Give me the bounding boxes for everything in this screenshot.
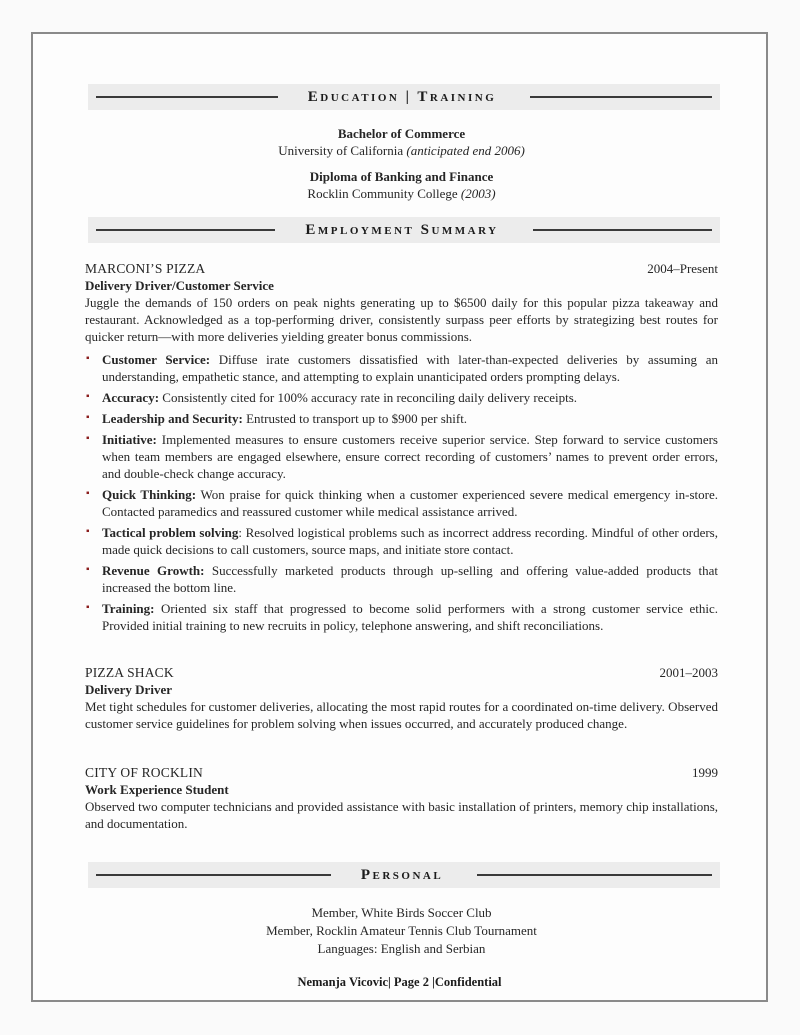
header-rule-left — [96, 874, 331, 876]
job-bullet — [85, 486, 718, 520]
job-header — [85, 260, 718, 277]
school-note: (2003) — [460, 186, 496, 201]
job-bullet — [85, 562, 718, 596]
bullet-label: Customer Service: — [102, 352, 211, 367]
section-title-personal: Personal — [360, 866, 444, 883]
company-name: PIZZA SHACK — [85, 665, 174, 680]
resume-content — [85, 34, 718, 958]
bullet-label: Tactical problem solving — [102, 525, 239, 540]
personal-item: Member, White Birds Soccer Club — [311, 905, 492, 920]
job-role: Delivery Driver — [85, 682, 172, 697]
job-summary: Juggle the demands of 150 orders on peak nights generating up to $6500 daily for this popular pizza takeaway and restaurant. Acknowledged as a top-performing driver, consistently surpass peer efforts by strategizing best routes for quicker return—with more deliveries yielding greater bonus commissions. — [85, 295, 718, 344]
section-header-personal — [88, 862, 720, 888]
job-summary: Observed two computer technicians and provided assistance with basic installation of printers, memory chip installations, and documentation. — [85, 799, 718, 831]
job-bullet — [85, 600, 718, 634]
bullet-label: Leadership and Security: — [102, 411, 243, 426]
section-header-education — [88, 84, 720, 110]
page-footer: Nemanja Vicovic| Page 2 |Confidential — [297, 975, 502, 989]
job-bullet — [85, 389, 718, 406]
school-note: (anticipated end 2006) — [406, 143, 525, 158]
degree-title: Bachelor of Commerce — [337, 126, 466, 141]
bullet-label: Revenue Growth: — [102, 563, 205, 578]
bullet-text: : Resolved logistical problems such as incorrect address recording. Mindful of other orders, made quick decisions to call customers, source maps, and initiate store contact. — [102, 525, 718, 557]
bullet-text: Oriented six staff that progressed to become solid performers with a strong customer service ethic. Provided initial training to new recruits in policy, telephone answering, and shift reconciliations. — [102, 601, 718, 633]
company-name: CITY OF ROCKLIN — [85, 765, 204, 780]
job-bullet — [85, 431, 718, 482]
school-line — [85, 185, 718, 202]
personal-block — [85, 904, 718, 958]
bullet-label: Training: — [102, 601, 155, 616]
bullet-label: Initiative: — [102, 432, 157, 447]
school-line — [85, 142, 718, 159]
company-name: MARCONI’S PIZZA — [85, 261, 206, 276]
education-block — [85, 125, 718, 202]
job-bullet — [85, 524, 718, 558]
job-dates: 2001–2003 — [659, 665, 718, 680]
bullet-text: Consistently cited for 100% accuracy rate in reconciling daily delivery receipts. — [159, 390, 578, 405]
school-name: University of California — [278, 143, 404, 158]
job-role: Work Experience Student — [85, 782, 229, 797]
education-entry — [85, 168, 718, 202]
job-role: Delivery Driver/Customer Service — [85, 278, 274, 293]
job-header — [85, 664, 718, 681]
header-rule-left — [96, 229, 275, 231]
section-title-employment: Employment Summary — [305, 221, 499, 238]
bullet-label: Accuracy: — [102, 390, 160, 405]
section-header-employment — [88, 217, 720, 243]
header-rule-left — [96, 96, 278, 98]
job-summary: Met tight schedules for customer deliveries, allocating the most rapid routes for a coordinated on-time delivery. Observed customer service guidelines for problem solving when issues occurred, and accurately produced change. — [85, 699, 718, 731]
personal-item: Languages: English and Serbian — [317, 941, 486, 956]
job-dates: 1999 — [692, 765, 718, 780]
job-bullet — [85, 410, 718, 427]
job-header — [85, 764, 718, 781]
job-entry-city-of-rocklin — [85, 764, 718, 832]
resume-page — [31, 32, 768, 1002]
header-rule-right — [533, 229, 712, 231]
education-entry — [85, 125, 718, 159]
header-rule-right — [530, 96, 712, 98]
bullet-text: Diffuse irate customers dissatisfied with later-than-expected deliveries by assuming an understanding, empathetic stance, and attempting to explain unanticipated orders prompting delays. — [102, 352, 718, 384]
bullet-text: Implemented measures to ensure customers receive superior service. Step forward to service customers when team members are engaged elsewhere, ensure correct recording of customers’ names to prevent order errors, and double-check change accuracy. — [102, 432, 718, 481]
job-bullet — [85, 351, 718, 385]
job-entry-pizza-shack — [85, 664, 718, 732]
bullet-label: Quick Thinking: — [102, 487, 197, 502]
job-dates: 2004–Present — [647, 261, 718, 276]
personal-item: Member, Rocklin Amateur Tennis Club Tournament — [266, 923, 537, 938]
bullet-text: Entrusted to transport up to $900 per shift. — [242, 411, 468, 426]
degree-title: Diploma of Banking and Finance — [309, 169, 494, 184]
job-bullet-list — [85, 351, 718, 634]
section-title-education: Education | Training — [307, 88, 497, 105]
school-name: Rocklin Community College — [307, 186, 458, 201]
job-entry-marconis-pizza — [85, 260, 718, 634]
bullet-text: Successfully marketed products through up-selling and offering value-added products that increased the bottom line. — [102, 563, 719, 595]
bullet-text: Won praise for quick thinking when a customer experienced severe medical emergency in-store. Contacted paramedics and reassured customer while medical assistance arrived. — [102, 487, 718, 519]
header-rule-right — [477, 874, 712, 876]
